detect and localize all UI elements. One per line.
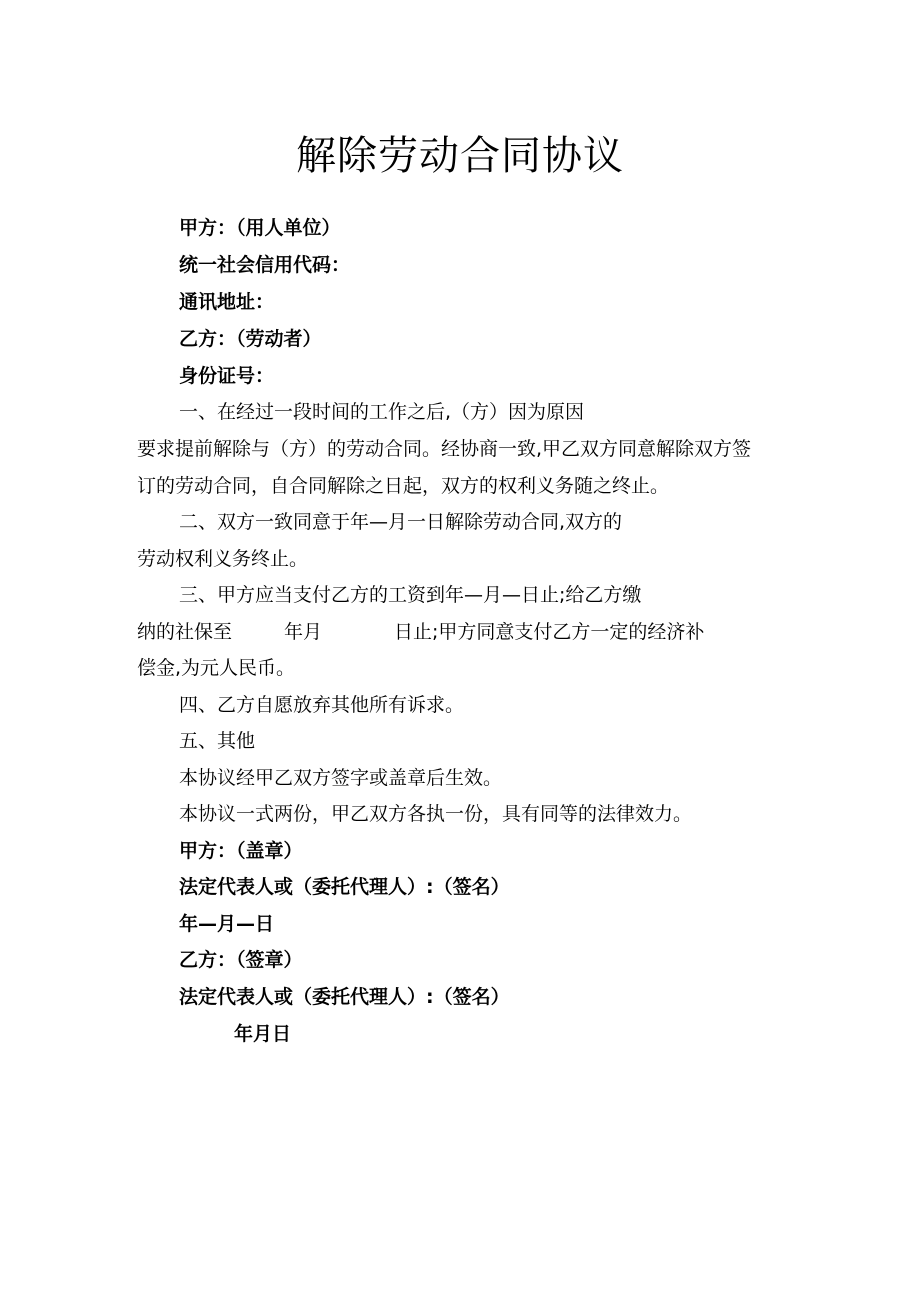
clause-3-line-2 bbox=[137, 619, 704, 645]
clause-4: 四、乙方自愿放弃其他所有诉求。 bbox=[179, 694, 465, 716]
party-b-date-label: 年月日 bbox=[234, 1023, 292, 1045]
clause-1-line-2: 要求提前解除与（方）的劳动合同。经协商一致,甲乙双方同意解除双方签 bbox=[137, 438, 752, 460]
address-label: 通讯地址： bbox=[179, 291, 275, 313]
clause-3-compensation-text: 日止;甲方同意支付乙方一定的经济补 bbox=[394, 621, 705, 643]
clause-1-line-1: 一、在经过一段时间的工作之后,（方）因为原因 bbox=[179, 401, 585, 423]
party-b-representative-label: 法定代表人或（委托代理人）:（签名） bbox=[179, 986, 510, 1008]
party-b-label: 乙方：（劳动者） bbox=[179, 328, 322, 350]
clause-3-line-3: 偿金,为元人民币。 bbox=[137, 657, 296, 679]
id-number-label: 身份证号： bbox=[179, 365, 275, 387]
party-a-representative-label: 法定代表人或（委托代理人）:（签名） bbox=[179, 876, 510, 898]
document-title: 解除劳动合同协议 bbox=[296, 133, 624, 179]
credit-code-label: 统一社会信用代码： bbox=[179, 254, 351, 276]
clause-2-line-2: 劳动权利义务终止。 bbox=[137, 548, 309, 570]
party-b-seal-label: 乙方：（签章） bbox=[179, 949, 303, 971]
clause-5-heading: 五、其他 bbox=[179, 730, 256, 752]
clause-1-line-3: 订的劳动合同，自合同解除之日起，双方的权利义务随之终止。 bbox=[137, 475, 670, 497]
clause-5-effective: 本协议经甲乙双方签字或盖章后生效。 bbox=[179, 767, 503, 789]
party-a-label: 甲方：（用人单位） bbox=[179, 217, 341, 239]
clause-3-line-1: 三、甲方应当支付乙方的工资到年—月—日止;给乙方缴 bbox=[179, 584, 642, 606]
clause-3-year-month-text: 年月 bbox=[284, 621, 323, 643]
clause-2-line-1: 二、双方一致同意于年—月一日解除劳动合同,双方的 bbox=[179, 511, 623, 533]
clause-3-social-insurance-text: 纳的社保至 bbox=[137, 621, 233, 643]
clause-5-copies: 本协议一式两份，甲乙双方各执一份，具有同等的法律效力。 bbox=[179, 803, 693, 825]
party-a-date-label: 年—月—日 bbox=[179, 913, 275, 935]
party-a-seal-label: 甲方：（盖章） bbox=[179, 840, 303, 862]
